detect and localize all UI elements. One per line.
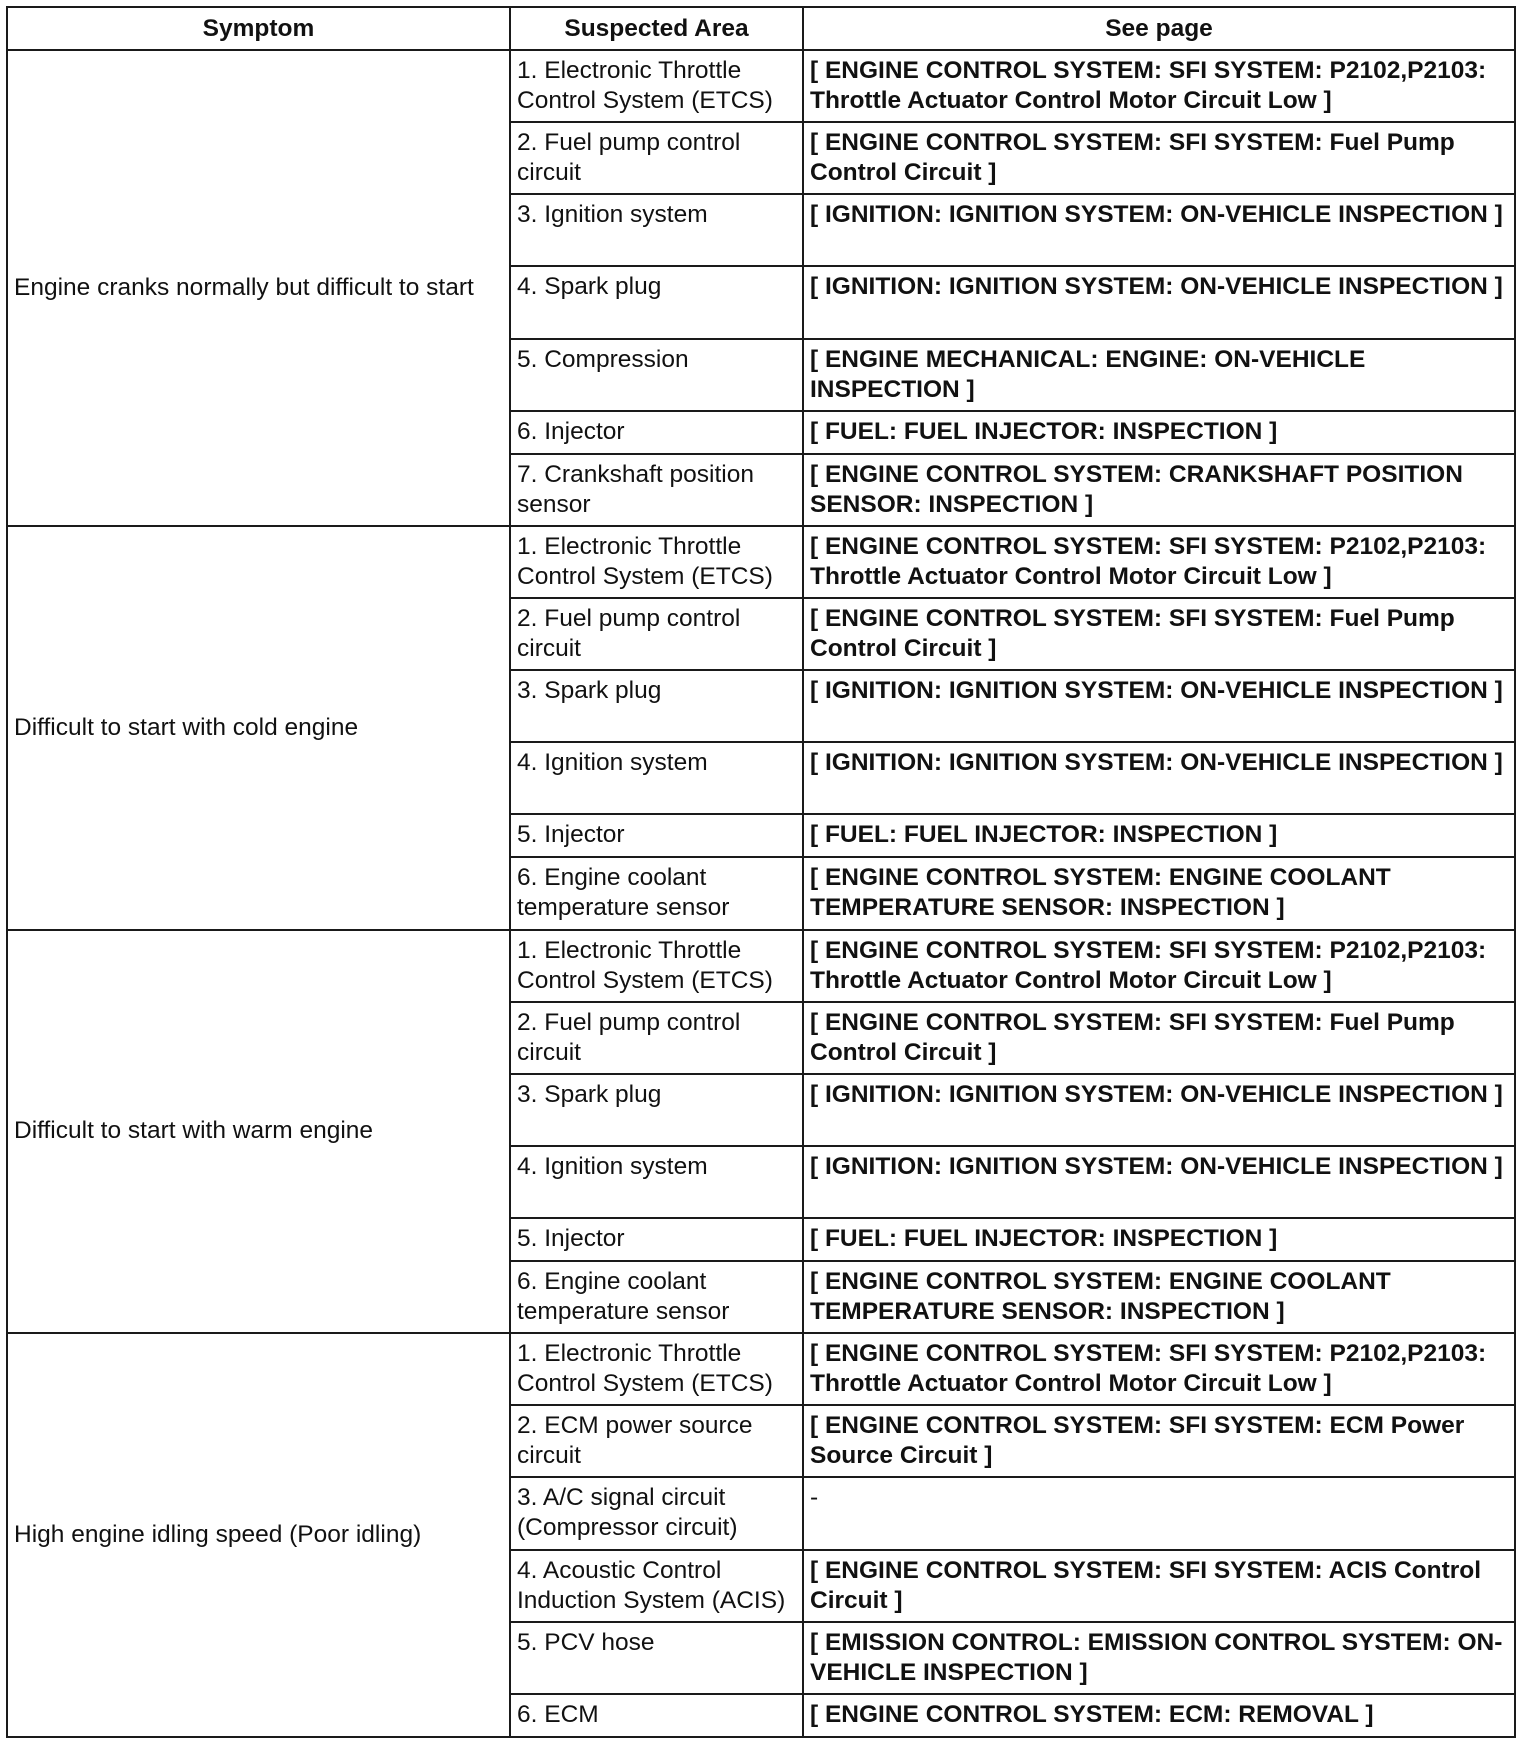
suspected-area-cell: 6. Engine coolant temperature sensor — [510, 857, 803, 929]
see-page-link[interactable]: [ ENGINE CONTROL SYSTEM: SFI SYSTEM: ACIS Control Circuit ] — [803, 1550, 1515, 1622]
symptom-cell: Difficult to start with cold engine — [7, 526, 510, 930]
see-page-link[interactable]: [ IGNITION: IGNITION SYSTEM: ON-VEHICLE INSPECTION ] — [803, 1074, 1515, 1146]
suspected-area-cell: 7. Crankshaft position sensor — [510, 454, 803, 526]
table-row — [7, 1333, 1515, 1405]
suspected-area-cell: 1. Electronic Throttle Control System (ETCS) — [510, 526, 803, 598]
table-row — [7, 526, 1515, 598]
see-page-link[interactable]: [ IGNITION: IGNITION SYSTEM: ON-VEHICLE INSPECTION ] — [803, 1146, 1515, 1218]
suspected-area-cell: 2. Fuel pump control circuit — [510, 122, 803, 194]
suspected-area-cell: 3. Spark plug — [510, 670, 803, 742]
suspected-area-cell: 6. ECM — [510, 1694, 803, 1737]
suspected-area-cell: 5. Compression — [510, 339, 803, 411]
symptom-cell: High engine idling speed (Poor idling) — [7, 1333, 510, 1737]
symptom-cell: Engine cranks normally but difficult to start — [7, 50, 510, 526]
see-page-link[interactable]: [ EMISSION CONTROL: EMISSION CONTROL SYSTEM: ON-VEHICLE INSPECTION ] — [803, 1622, 1515, 1694]
see-page-link[interactable]: [ ENGINE CONTROL SYSTEM: SFI SYSTEM: P2102,P2103: Throttle Actuator Control Motor Circuit Low ] — [803, 50, 1515, 122]
see-page-link[interactable]: [ ENGINE CONTROL SYSTEM: SFI SYSTEM: Fuel Pump Control Circuit ] — [803, 1002, 1515, 1074]
suspected-area-cell: 3. Spark plug — [510, 1074, 803, 1146]
table-row — [7, 930, 1515, 1002]
header-symptom: Symptom — [7, 7, 510, 50]
suspected-area-cell: 4. Ignition system — [510, 1146, 803, 1218]
suspected-area-cell: 1. Electronic Throttle Control System (ETCS) — [510, 50, 803, 122]
see-page-link[interactable]: [ ENGINE CONTROL SYSTEM: ENGINE COOLANT TEMPERATURE SENSOR: INSPECTION ] — [803, 857, 1515, 929]
see-page-link[interactable]: [ ENGINE CONTROL SYSTEM: SFI SYSTEM: Fuel Pump Control Circuit ] — [803, 122, 1515, 194]
suspected-area-cell: 1. Electronic Throttle Control System (ETCS) — [510, 1333, 803, 1405]
see-page-link[interactable]: [ ENGINE CONTROL SYSTEM: SFI SYSTEM: P2102,P2103: Throttle Actuator Control Motor Circuit Low ] — [803, 526, 1515, 598]
suspected-area-cell: 2. Fuel pump control circuit — [510, 598, 803, 670]
suspected-area-cell: 3. Ignition system — [510, 194, 803, 266]
see-page-link[interactable]: [ IGNITION: IGNITION SYSTEM: ON-VEHICLE INSPECTION ] — [803, 266, 1515, 338]
see-page-link[interactable]: [ ENGINE CONTROL SYSTEM: SFI SYSTEM: P2102,P2103: Throttle Actuator Control Motor Circuit Low ] — [803, 930, 1515, 1002]
see-page-link[interactable]: [ ENGINE CONTROL SYSTEM: ENGINE COOLANT TEMPERATURE SENSOR: INSPECTION ] — [803, 1261, 1515, 1333]
see-page-link[interactable]: [ ENGINE CONTROL SYSTEM: CRANKSHAFT POSITION SENSOR: INSPECTION ] — [803, 454, 1515, 526]
suspected-area-cell: 3. A/C signal circuit (Compressor circuit) — [510, 1477, 803, 1549]
suspected-area-cell: 2. Fuel pump control circuit — [510, 1002, 803, 1074]
see-page-link[interactable]: [ IGNITION: IGNITION SYSTEM: ON-VEHICLE INSPECTION ] — [803, 742, 1515, 814]
header-row — [7, 7, 1515, 50]
suspected-area-cell: 4. Ignition system — [510, 742, 803, 814]
table-row — [7, 50, 1515, 122]
see-page-link[interactable]: [ IGNITION: IGNITION SYSTEM: ON-VEHICLE INSPECTION ] — [803, 194, 1515, 266]
see-page-link[interactable]: [ ENGINE CONTROL SYSTEM: SFI SYSTEM: Fuel Pump Control Circuit ] — [803, 598, 1515, 670]
suspected-area-cell: 4. Acoustic Control Induction System (ACIS) — [510, 1550, 803, 1622]
see-page-link[interactable]: [ FUEL: FUEL INJECTOR: INSPECTION ] — [803, 814, 1515, 857]
symptom-table — [6, 6, 1516, 1738]
see-page-link[interactable]: [ FUEL: FUEL INJECTOR: INSPECTION ] — [803, 1218, 1515, 1261]
see-page-text: - — [803, 1477, 1515, 1549]
see-page-link[interactable]: [ IGNITION: IGNITION SYSTEM: ON-VEHICLE INSPECTION ] — [803, 670, 1515, 742]
suspected-area-cell: 6. Engine coolant temperature sensor — [510, 1261, 803, 1333]
suspected-area-cell: 2. ECM power source circuit — [510, 1405, 803, 1477]
see-page-link[interactable]: [ FUEL: FUEL INJECTOR: INSPECTION ] — [803, 411, 1515, 454]
see-page-link[interactable]: [ ENGINE MECHANICAL: ENGINE: ON-VEHICLE INSPECTION ] — [803, 339, 1515, 411]
suspected-area-cell: 1. Electronic Throttle Control System (ETCS) — [510, 930, 803, 1002]
see-page-link[interactable]: [ ENGINE CONTROL SYSTEM: SFI SYSTEM: P2102,P2103: Throttle Actuator Control Motor Circuit Low ] — [803, 1333, 1515, 1405]
see-page-link[interactable]: [ ENGINE CONTROL SYSTEM: SFI SYSTEM: ECM Power Source Circuit ] — [803, 1405, 1515, 1477]
header-suspected-area: Suspected Area — [510, 7, 803, 50]
suspected-area-cell: 5. Injector — [510, 814, 803, 857]
suspected-area-cell: 5. PCV hose — [510, 1622, 803, 1694]
suspected-area-cell: 4. Spark plug — [510, 266, 803, 338]
header-see-page: See page — [803, 7, 1515, 50]
symptom-cell: Difficult to start with warm engine — [7, 930, 510, 1334]
see-page-link[interactable]: [ ENGINE CONTROL SYSTEM: ECM: REMOVAL ] — [803, 1694, 1515, 1737]
suspected-area-cell: 6. Injector — [510, 411, 803, 454]
suspected-area-cell: 5. Injector — [510, 1218, 803, 1261]
